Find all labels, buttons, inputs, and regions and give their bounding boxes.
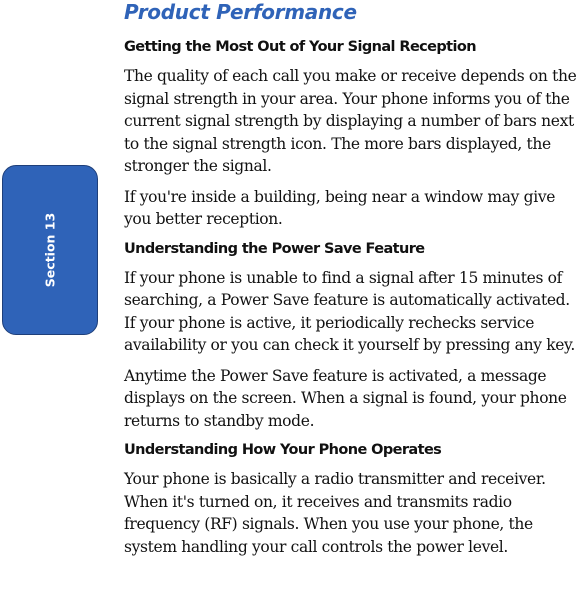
section-heading-power-save: Understanding the Power Save Feature [124, 240, 425, 257]
paragraph-radio-transmitter: Your phone is basically a radio transmitter and receiver. When it's turned on, it receives and transmits radio frequency (RF) signals. When you use your phone, the system handling your call controls the power level. [124, 470, 546, 556]
page-title: Product Performance [124, 0, 357, 24]
paragraph-power-save-message: Anytime the Power Save feature is activated, a message displays on the screen. When a signal is found, your phone returns to standby mode. [124, 366, 567, 430]
paragraph-power-save-activation: If your phone is unable to find a signal after 15 minutes of searching, a Power Save feature is automatically activated. If your phone is active, it periodically rechecks service availability or you can check it yourself by pressing any key. [124, 268, 575, 354]
section-tab [2, 165, 98, 335]
section-tab-label: Section 13 [42, 212, 58, 288]
section-heading-phone-operates: Understanding How Your Phone Operates [124, 442, 442, 458]
section-heading-signal-reception: Getting the Most Out of Your Signal Reception [124, 39, 476, 55]
page-content [124, 0, 583, 558]
paragraph-window-reception: If you're inside a building, being near a window may give you better reception. [124, 187, 556, 228]
paragraph-signal-strength: The quality of each call you make or receive depends on the signal strength in your area. Your phone informs you of the current signal strength by displaying a number of bars next to the signal strength icon. The more bars displayed, the stronger the signal. [124, 67, 577, 175]
